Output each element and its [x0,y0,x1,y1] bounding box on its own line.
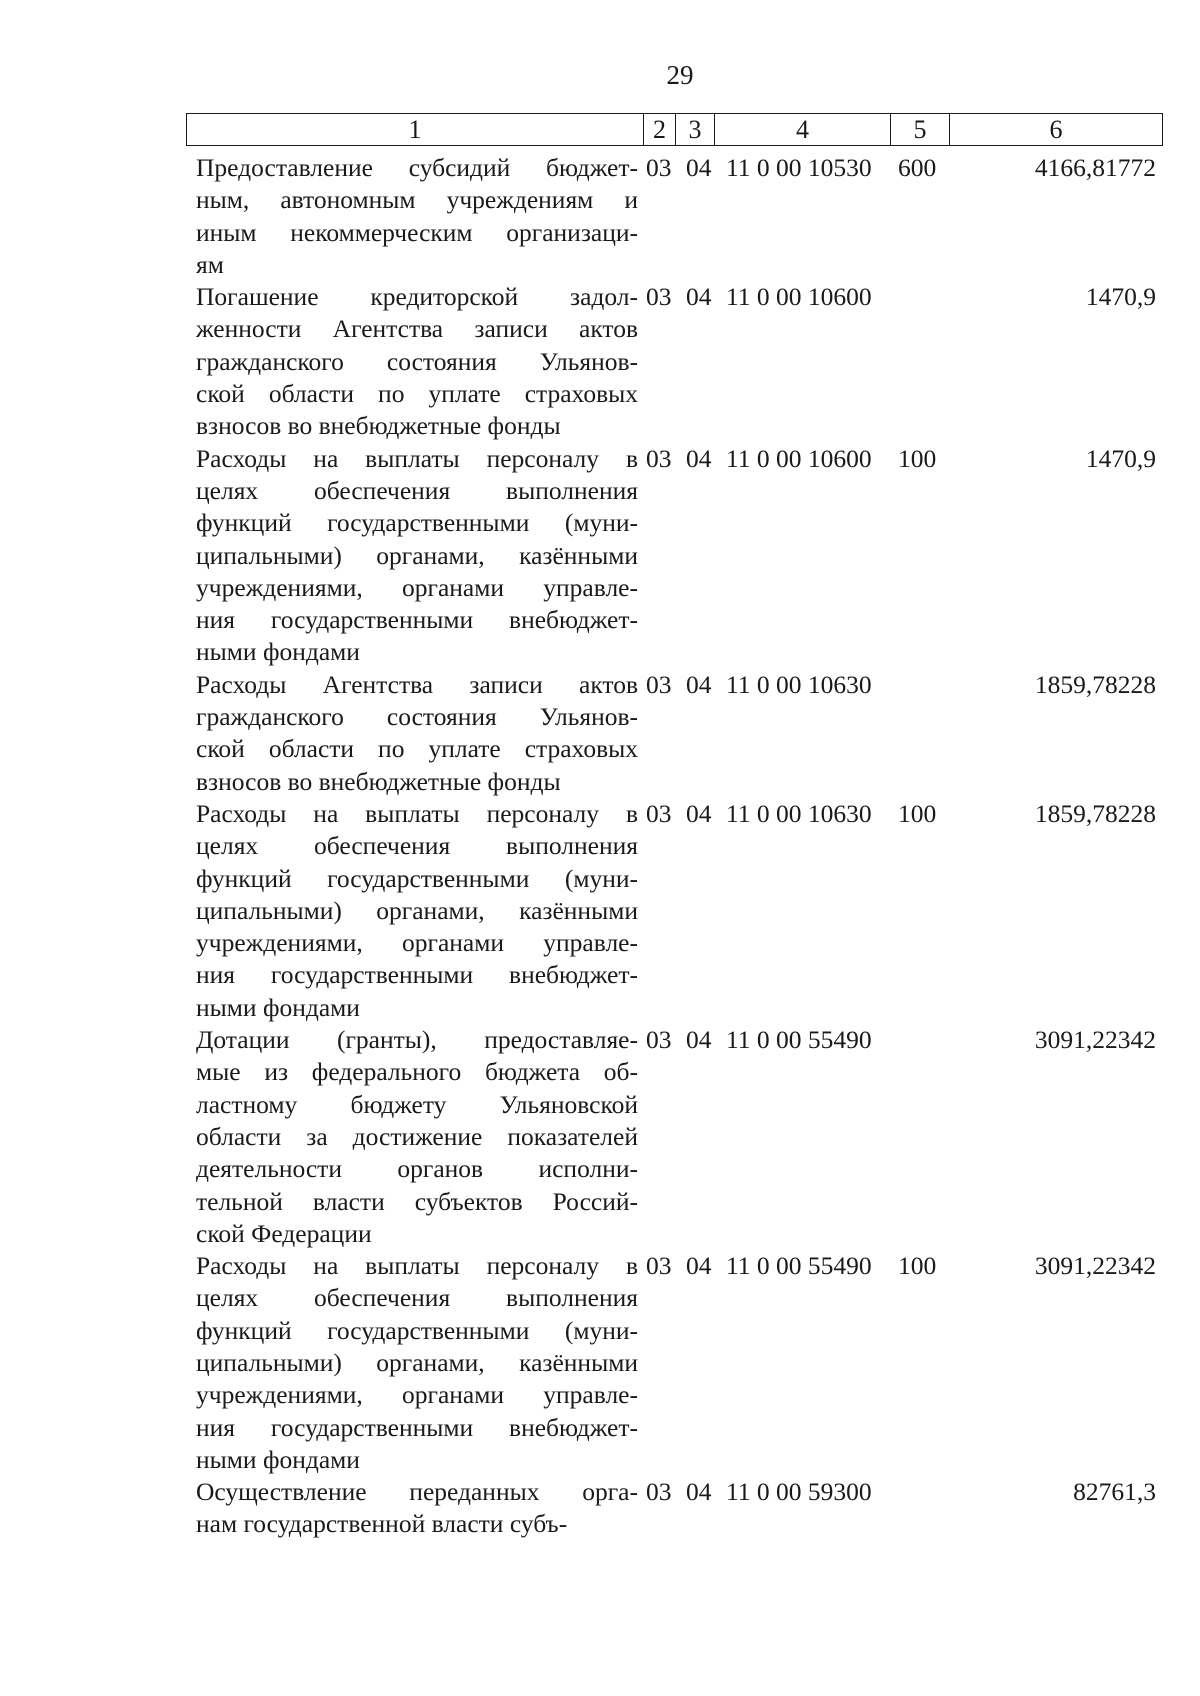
expense-type-code: 100 [898,1251,937,1281]
header-col-2: 2 [644,114,676,145]
row-codes [646,1024,1156,1056]
expense-type-code [898,669,966,701]
description-line: ными фондами [196,637,360,667]
header-col-6: 6 [1049,115,1063,144]
description-line: женности Агентства записи актов [196,314,638,344]
row-description [196,669,646,798]
expense-type-code: 600 [898,153,937,182]
target-article-code: 11 0 00 10630 [726,798,872,828]
description-line: учреждениями, органами управле- [196,1380,638,1410]
expense-type-code [898,1476,966,1508]
table-body [196,152,1156,1541]
amount-value: 1859,78228 [1034,798,1156,828]
subsection-code: 04 [686,669,712,699]
description-line: тельной власти субъектов Россий- [196,1186,638,1216]
row-description [196,1250,646,1476]
section-code: 03 [646,443,672,473]
description-line: учреждениями, органами управле- [196,928,638,958]
amount-value: 3091,22342 [1034,1025,1156,1055]
subsection-code: 04 [686,1251,712,1281]
amount-value: 82761,3 [1073,1477,1156,1507]
subsection-code: 04 [686,1477,712,1507]
description-line: ципальными) органами, казёнными [196,1347,638,1377]
description-line: ской области по уплате страховых [196,734,638,764]
description-line: ской Федерации [196,1218,372,1248]
table-row [196,1476,1156,1541]
subsection-code: 04 [686,282,712,312]
subsection-code: 04 [686,798,712,828]
target-article-code: 11 0 00 10600 [726,282,872,312]
section-code: 03 [646,1025,672,1055]
section-code: 03 [646,282,672,312]
description-line: мые из федерального бюджета об- [196,1057,638,1087]
target-article-code: 11 0 00 55490 [726,1251,872,1281]
header-col-1: 1 [187,114,644,145]
expense-type-code [898,281,966,313]
description-line: Расходы Агентства записи актов [196,669,638,699]
description-line: ными фондами [196,1444,360,1474]
description-line: ным, автономным учреждениям и [196,185,638,215]
description-line: Погашение кредиторской задол- [196,282,638,312]
subsection-code: 04 [686,1025,712,1055]
header-col-3: 3 [676,114,715,145]
description-line: целях обеспечения выполнения [196,1283,638,1313]
description-line: деятельности органов исполни- [196,1154,638,1184]
description-line: области за достижение показателей [196,1121,638,1151]
description-line: Предоставление субсидий бюджет- [196,153,638,182]
row-codes [646,1476,1156,1508]
description-line: функций государственными (муни- [196,1315,638,1345]
table-row [196,1250,1156,1476]
row-description [196,1024,646,1250]
description-line: взносов во внебюджетные фонды [196,411,561,441]
table-row [196,669,1156,798]
description-line: ластному бюджету Ульяновской [196,1089,638,1119]
amount-value: 1859,78228 [1034,669,1156,699]
amount-value: 1470,9 [1085,282,1156,312]
header-col-5: 5 [891,114,950,145]
row-description [196,443,646,669]
description-line: функций государственными (муни- [196,508,638,538]
description-line: ния государственными внебюджет- [196,960,638,990]
description-line: Расходы на выплаты персоналу в [196,798,638,828]
description-line: целях обеспечения выполнения [196,475,638,505]
row-codes [646,798,1156,830]
section-code: 03 [646,798,672,828]
description-line: гражданского состояния Ульянов- [196,346,638,376]
description-line: Осуществление переданных орга- [196,1477,638,1507]
target-article-code: 11 0 00 55490 [726,1025,872,1055]
description-line: Дотации (гранты), предоставляе- [196,1025,638,1055]
row-description [196,798,646,1024]
description-line: функций государственными (муни- [196,863,638,893]
table-row [196,152,1156,281]
section-code: 03 [646,669,672,699]
row-description [196,1476,646,1541]
section-code: 03 [646,1251,672,1281]
table-row [196,1024,1156,1250]
table-row [196,798,1156,1024]
section-code: 03 [646,1477,672,1507]
expense-type-code: 100 [898,443,937,473]
target-article-code: 11 0 00 10630 [726,669,872,699]
description-line: Расходы на выплаты персоналу в [196,1251,638,1281]
expense-type-code [898,1024,966,1056]
description-line: ния государственными внебюджет- [196,605,638,635]
target-article-code: 11 0 00 10600 [726,443,872,473]
row-codes [646,152,1156,184]
description-line: нам государственной власти субъ- [196,1509,568,1539]
subsection-code: 04 [686,443,712,473]
row-codes [646,281,1156,313]
target-article-code: 11 0 00 10530 [726,153,872,182]
row-codes [646,1250,1156,1282]
description-line: взносов во внебюджетные фонды [196,766,561,796]
target-article-code: 11 0 00 59300 [726,1477,872,1507]
description-line: ципальными) органами, казёнными [196,895,638,925]
table-row [196,281,1156,442]
description-line: гражданского состояния Ульянов- [196,702,638,732]
table-row [196,443,1156,669]
row-codes [646,669,1156,701]
description-line: ям [196,249,224,279]
section-code: 03 [646,153,672,182]
row-codes [646,443,1156,475]
subsection-code: 04 [686,153,712,182]
table-header [186,113,1163,146]
row-description [196,281,646,442]
expense-type-code: 100 [898,798,937,828]
description-line: ской области по уплате страховых [196,379,638,409]
description-line: иным некоммерческим организаци- [196,217,638,247]
description-line: Расходы на выплаты персоналу в [196,443,638,473]
description-line: ния государственными внебюджет- [196,1412,638,1442]
row-description [196,152,646,281]
header-col-4: 4 [715,114,891,145]
amount-value: 3091,22342 [1034,1251,1156,1281]
amount-value: 4166,81772 [1034,153,1156,182]
description-line: целях обеспечения выполнения [196,831,638,861]
page-number: 29 [666,60,694,90]
description-line: ципальными) органами, казёнными [196,540,638,570]
amount-value: 1470,9 [1085,443,1156,473]
description-line: учреждениями, органами управле- [196,572,638,602]
description-line: ными фондами [196,992,360,1022]
